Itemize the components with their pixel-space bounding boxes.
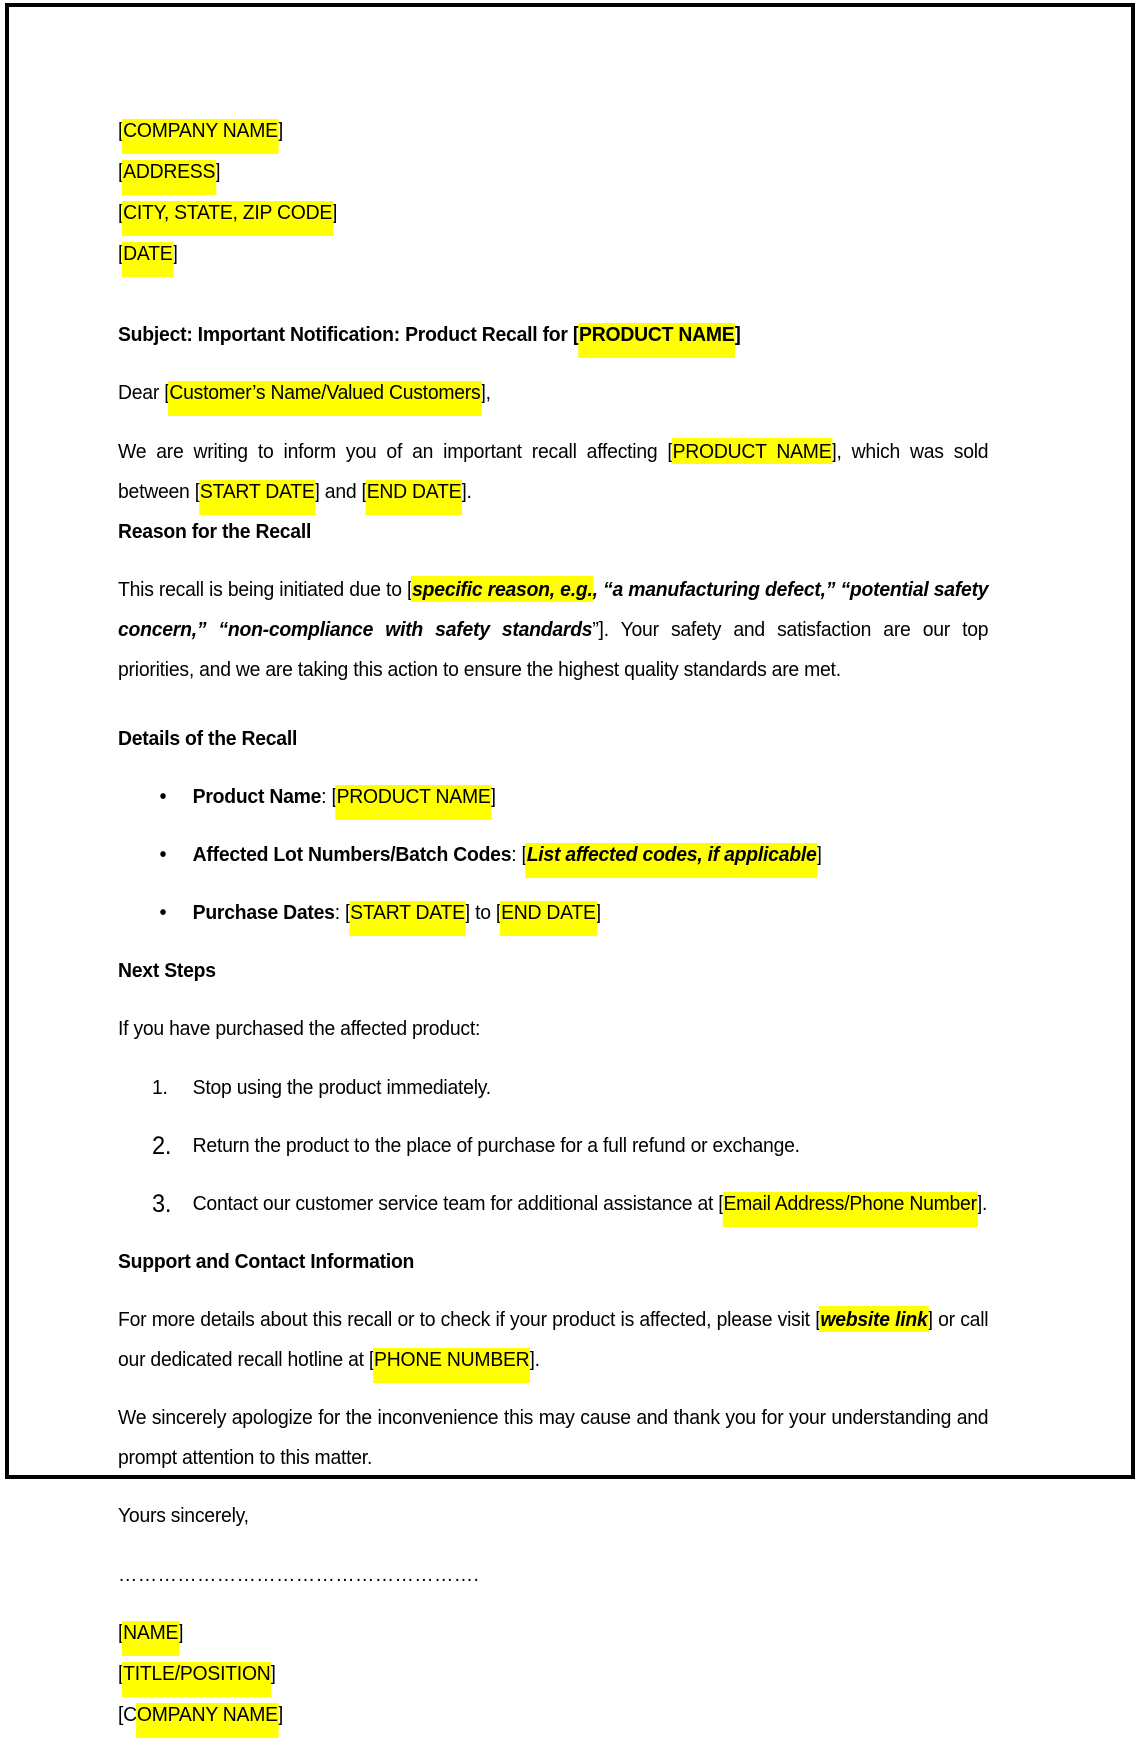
placeholder-website-link: website link <box>820 1308 928 1331</box>
spacer <box>118 1537 1039 1555</box>
details-bullet-list <box>118 777 1039 933</box>
list-item <box>118 1126 988 1166</box>
spacer <box>118 933 1039 951</box>
placeholder-company-name-signature: OMPANY NAME <box>136 1703 278 1726</box>
next-steps-numbered-list <box>118 1068 1039 1224</box>
bracket-close: ] <box>734 323 741 346</box>
bracket-close: ] <box>215 160 221 183</box>
bracket-close: ] <box>178 1621 184 1644</box>
spacer <box>118 275 1039 315</box>
spacer <box>118 355 1039 373</box>
list-item-text: Return the product to the place of purchase for a full refund or exchange. <box>192 1134 800 1157</box>
bracket-open: [ <box>118 160 124 183</box>
bullet-icon: • <box>159 843 167 866</box>
spacer <box>118 759 1039 777</box>
list-item <box>118 893 988 933</box>
bracket-open: [ <box>118 119 124 142</box>
intro-text-4: ]. <box>461 480 472 503</box>
spacer <box>118 552 1039 570</box>
detail-label: Purchase Dates <box>192 901 335 924</box>
bullet-icon: • <box>159 785 167 808</box>
placeholder-end-date-intro: END DATE <box>366 480 462 503</box>
spacer <box>118 1282 1039 1300</box>
placeholder-start-date-intro: START DATE <box>199 480 315 503</box>
list-item-text: Contact our customer service team for additional assistance at [ <box>192 1192 724 1215</box>
spacer <box>118 1478 1039 1496</box>
placeholder-email-phone: Email Address/Phone Number <box>723 1192 977 1215</box>
bracket-close: ] <box>332 201 338 224</box>
bracket-close: ] <box>270 1662 276 1685</box>
bracket-close: ] <box>816 843 822 866</box>
signature-line: ………………………………………………. <box>118 1563 480 1586</box>
list-item-text: Stop using the product immediately. <box>192 1076 491 1099</box>
bullet-icon: • <box>159 901 167 924</box>
placeholder-title-position: TITLE/POSITION <box>123 1662 271 1685</box>
detail-separator: : [ <box>334 901 351 924</box>
bracket-close: ] <box>595 901 601 924</box>
placeholder-date: DATE <box>123 242 173 265</box>
heading-support-contact: Support and Contact Information <box>118 1250 415 1273</box>
bracket-close: ] <box>490 785 496 808</box>
list-item <box>118 1068 988 1108</box>
letterhead-address <box>118 152 988 192</box>
placeholder-city-state-zip: CITY, STATE, ZIP CODE <box>123 201 333 224</box>
bracket-close: ] <box>277 1703 283 1726</box>
placeholder-start-date-detail: START DATE <box>350 901 465 924</box>
spacer <box>118 1050 1039 1068</box>
reason-text-2: ”]. Your safety and satisfaction are our top priorities, and we are taking this action to ensure the highest quality standards are met. <box>118 618 989 681</box>
spacer <box>118 1108 1039 1126</box>
bracket-open: [ <box>118 242 124 265</box>
list-item <box>118 777 988 817</box>
bracket-close: ], <box>480 381 491 404</box>
detail-label: Product Name <box>192 785 322 808</box>
detail-separator: : [ <box>511 843 527 866</box>
bracket-open: [ <box>118 1662 124 1685</box>
heading-next-steps: Next Steps <box>118 959 216 982</box>
spacer <box>118 1224 1039 1242</box>
heading-reason-for-recall: Reason for the Recall <box>118 520 312 543</box>
support-text-1: For more details about this recall or to check if your product is affected, please visit [ <box>118 1308 821 1331</box>
placeholder-end-date-detail: END DATE <box>501 901 596 924</box>
reason-paragraph <box>118 570 988 690</box>
intro-paragraph <box>118 432 988 512</box>
intro-text-3: ] and [ <box>314 480 367 503</box>
signature-block <box>118 1613 1039 1735</box>
detail-separator: : [ <box>321 785 337 808</box>
placeholder-customer-name: Customer’s Name/Valued Customers <box>169 381 481 404</box>
spacer <box>118 690 1039 719</box>
reason-text-1: This recall is being initiated due to [ <box>118 578 413 601</box>
placeholder-company-name: COMPANY NAME <box>123 119 278 142</box>
spacer <box>118 991 1039 1009</box>
page-border <box>5 3 1135 1726</box>
bracket-close: ] <box>277 119 283 142</box>
list-number: 1. <box>152 1076 168 1099</box>
signature-company <box>118 1695 988 1735</box>
salutation <box>118 373 988 413</box>
detail-label: Affected Lot Numbers/Batch Codes <box>192 843 512 866</box>
placeholder-product-name-subject: PRODUCT NAME <box>579 323 735 346</box>
apology-paragraph: We sincerely apologize for the inconvenience this may cause and thank you for your understanding and prompt attention to this matter. <box>118 1406 989 1469</box>
subject-label: Subject: Important Notification: Product Recall for [ <box>118 323 580 346</box>
placeholder-lot-codes: List affected codes, if applicable <box>526 843 817 866</box>
next-steps-lead-in: If you have purchased the affected product: <box>118 1017 481 1040</box>
list-item <box>118 835 988 875</box>
placeholder-address: ADDRESS <box>123 160 216 183</box>
letterhead-company-name <box>118 111 988 151</box>
spacer <box>118 875 1039 893</box>
bracket-open: [ <box>118 1621 124 1644</box>
signature-name <box>118 1613 988 1653</box>
placeholder-product-name-intro: PRODUCT NAME <box>672 440 832 463</box>
spacer <box>118 1166 1039 1184</box>
support-text-2: ] or call our dedicated recall hotline at [ <box>118 1308 989 1371</box>
bracket-close: ] <box>172 242 178 265</box>
letterhead-date <box>118 234 988 274</box>
spacer <box>118 1595 1039 1613</box>
salutation-prefix: Dear [ <box>118 381 170 404</box>
list-item <box>118 1184 988 1224</box>
heading-details-of-recall: Details of the Recall <box>118 727 298 750</box>
spacer <box>118 817 1039 835</box>
placeholder-specific-reason: specific reason, e.g., “a manufacturing defect,” “potential safety concern,” “non-compliance with safety standards <box>118 578 989 641</box>
list-number: 2. <box>152 1132 172 1160</box>
intro-text-2: ], which was sold between [ <box>118 440 989 503</box>
signature-title <box>118 1654 988 1694</box>
placeholder-name: NAME <box>123 1621 179 1644</box>
bracket-open: [C <box>118 1703 137 1726</box>
letterhead-city-state-zip <box>118 193 988 233</box>
spacer <box>118 1380 1039 1398</box>
spacer <box>118 414 1039 432</box>
list-number: 3. <box>152 1190 172 1218</box>
detail-mid: ] to [ <box>464 901 502 924</box>
bracket-open: [ <box>118 201 124 224</box>
letterhead-block <box>118 111 1039 274</box>
placeholder-product-name-detail: PRODUCT NAME <box>336 785 491 808</box>
sign-off: Yours sincerely, <box>118 1504 249 1527</box>
support-paragraph <box>118 1300 988 1380</box>
document-body <box>118 111 1039 1736</box>
placeholder-phone-number: PHONE NUMBER <box>374 1348 530 1371</box>
bracket-close: ]. <box>976 1192 988 1215</box>
intro-text-1: We are writing to inform you of an important recall affecting [ <box>118 440 673 463</box>
support-text-3: ]. <box>529 1348 540 1371</box>
subject-line <box>118 315 988 355</box>
